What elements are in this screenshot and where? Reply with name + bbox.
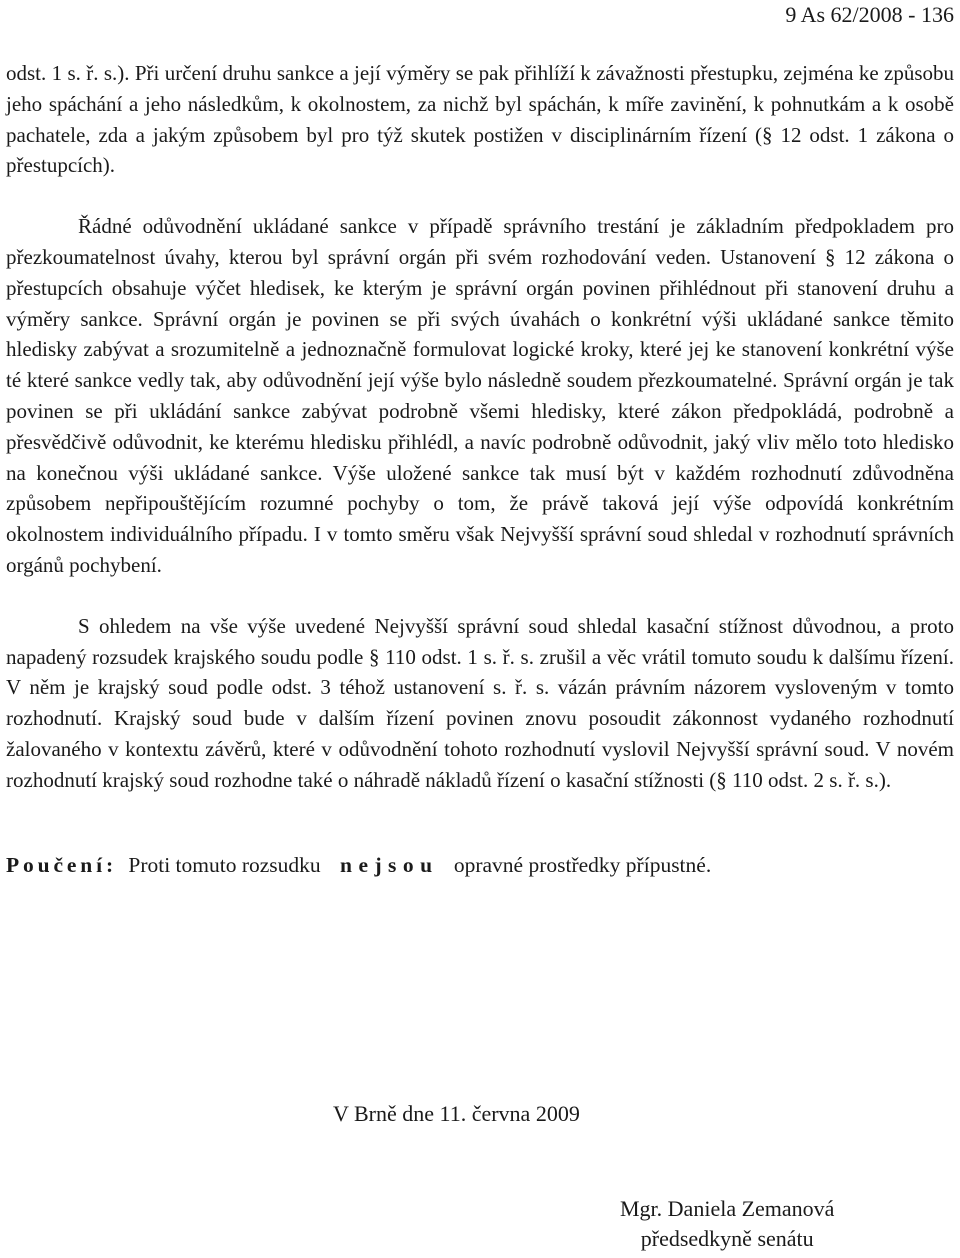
instruction-text-before: Proti tomuto rozsudku (128, 852, 321, 877)
instruction-negation: nejsou (340, 852, 439, 877)
paragraph-3: S ohledem na vše výše uvedené Nejvyšší správní soud shledal kasační stížnost důvodnou, a proto napadený rozsudek krajského soudu podle § 110 odst. 1 s. ř. s. zrušil a věc vrátil tomuto soudu k dalšímu řízení. V něm je krajský soud podle odst. 3 téhož ustanovení s. ř. s. vázán právním názorem vysloveným v tomto rozhodnutí. Krajský soud bude v dalším řízení povinen znovu posoudit zákonnost vydaného rozhodnutí žalovaného v kontextu závěrů, které v odůvodnění tohoto rozhodnutí vyslovil Nejvyšší správní soud. V novém rozhodnutí krajský soud rozhodne také o náhradě nákladů řízení o kasační stížnosti (§ 110 odst. 2 s. ř. s.). (6, 613, 954, 792)
paragraph-2: Řádné odůvodnění ukládané sankce v případě správního trestání je základním předpokladem pro přezkoumatelnost úvahy, kterou byl správní orgán při svém rozhodování veden. Ustanovení § 12 zákona o přestupcích obsahuje výčet hledisek, ke kterým je správní orgán povinen přihlédnout při stanovení druhu a výměry sankce. Správní orgán je povinen se při svých úvahách o konkrétní výši ukládané sankce těmito hledisky zabývat a srozumitelně a jednoznačně formulovat logické kroky, které jej ke stanovení konkrétní výše té které sankce vedly tak, aby odůvodnění její výše bylo následně soudem přezkoumatelné. Správní orgán je tak povinen se při ukládání sankce zabývat podrobně všemi hledisky, které zákon předpokládá, podrobně a přesvědčivě odůvodnit, ke kterému hledisku přihlédl, a navíc podrobně odůvodnit, jaký vliv mělo toto hledisko na konečnou výši ukládané sankce. Výše uložené sankce tak musí být v každém rozhodnutí zdůvodněna způsobem nepřipouštějícím rozumné pochyby o tom, že právě taková její výše odpovídá konkrétním okolnostem individuálního případu. I v tomto směru však Nejvyšší správní soud shledal v rozhodnutí správních orgánů pochybení. (6, 214, 954, 577)
signatory-title: předsedkyně senátu (640, 1226, 814, 1251)
document-body (6, 58, 954, 880)
place-and-date: V Brně dne 11. června 2009 (333, 1101, 580, 1126)
paragraph-1: odst. 1 s. ř. s.). Při určení druhu sankce a její výměry se pak přihlíží k závažnosti přestupku, zejména ke způsobu jeho spáchání a jeho následkům, k okolnostem, za nichž byl spáchán, k míře zavinění, k pohnutkám a k osobě pachatele, zda a jakým způsobem byl pro týž skutek postižen v disciplinárním řízení (§ 12 odst. 1 zákona o přestupcích). (6, 61, 954, 178)
signature-block (620, 1194, 834, 1254)
signatory-name: Mgr. Daniela Zemanová (620, 1196, 835, 1221)
instruction-label: Poučení: (6, 852, 117, 877)
instruction-text-after: opravné prostředky přípustné. (453, 852, 712, 877)
case-number: 9 As 62/2008 - 136 (785, 2, 954, 27)
legal-instruction (6, 850, 954, 881)
